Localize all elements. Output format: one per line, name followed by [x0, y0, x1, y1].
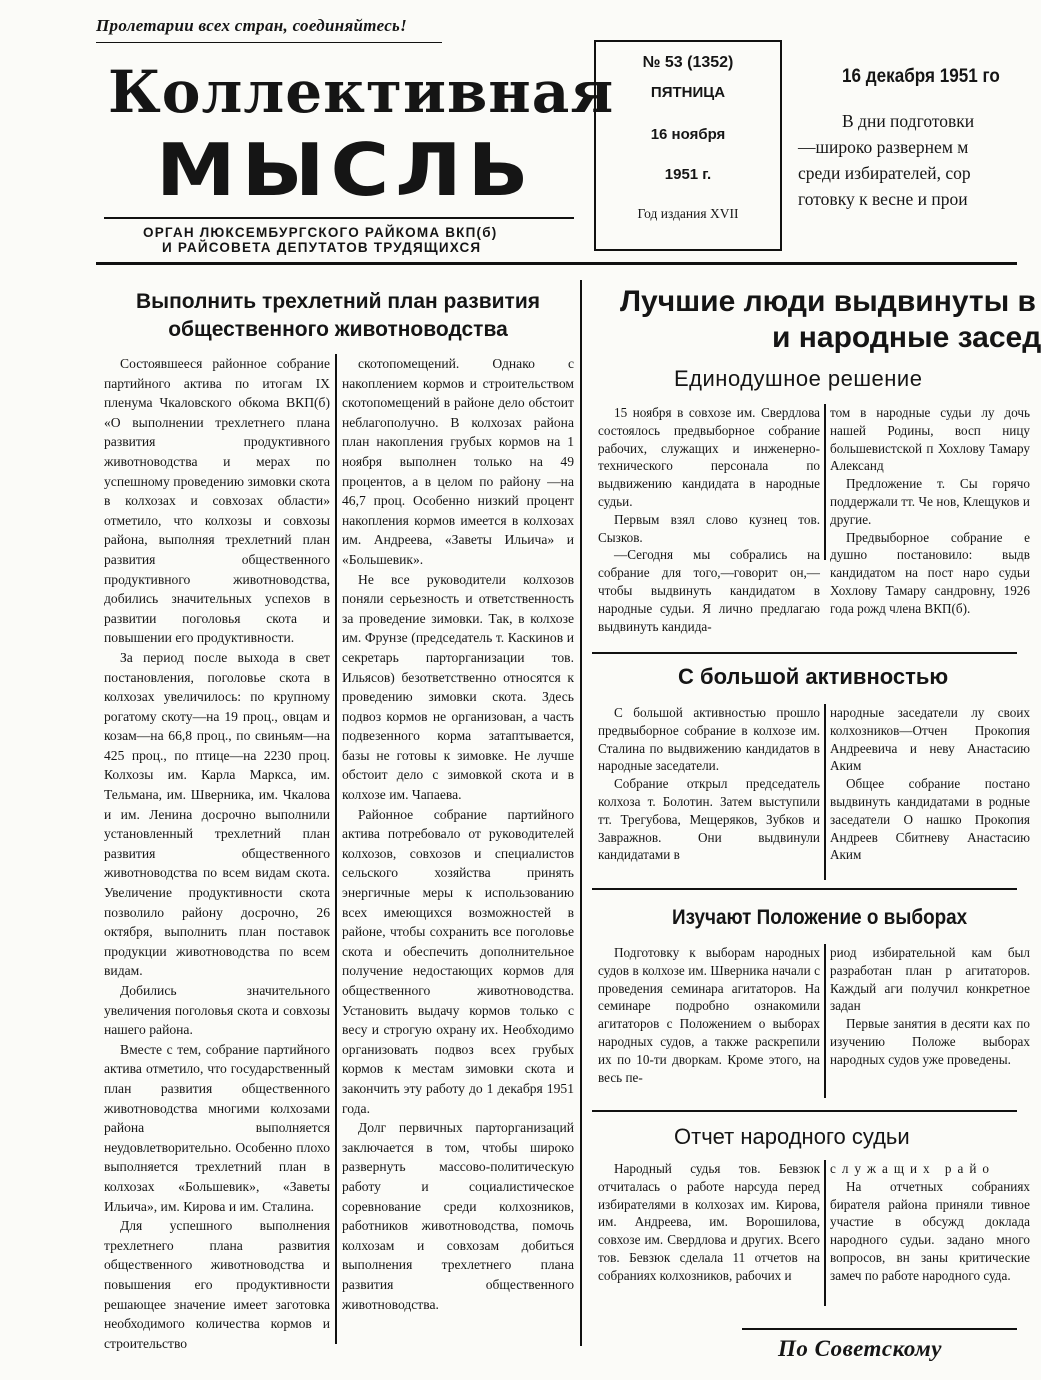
paragraph: За период после выхода в свет постановления, поголовье скота в колхозах увеличилось: по крупному рогатому скоту—на 19 проц., овцам и козам—на 66,8 проц., по свиньям—на 425 проц., по птице—на 2230 проц. Колхозы им. Карла Маркса, им. Тельмана, им. Шверника, им. Чкалова и им. Ленина досрочно выполнили установленный трехлетний план развития общественного животноводства по всем видам скота. Увеличение продуктивности скота позволило району досрочно, 26 октября, выполнить план поставок продукции животноводства по всем видам.: [104, 649, 330, 979]
banner-line: среди избирателей, сор: [798, 163, 971, 183]
article-headline-line: общественного животноводства: [168, 318, 508, 341]
slogan-underline: [96, 42, 442, 43]
article-headline: [100, 288, 576, 344]
section-column: [598, 704, 820, 884]
main-headline-line: и народные засед: [772, 321, 1041, 354]
paragraph: С большой активностью прошло предвыборное собрание в колхозе им. Сталина по выдвижению кандидатов в народные заседатели.: [598, 705, 820, 774]
paragraph: риод избирательной кам был разработан план р агитаторов. Каждый аги получил конкретное задан: [830, 945, 1030, 1014]
banner-text: [798, 108, 1017, 212]
section-column: [598, 944, 820, 1104]
paragraph: Вместе с тем, собрание партийного актива отметило, что государственный план развития общественного животноводства многими колхозами района выполняется неудовлетворительно. Особенно плохо выполняется трехлетний план в колхозах «Большевик», «Заветы Ильича», им. Кирова и им. Сталина.: [104, 1041, 330, 1214]
left-article: [100, 280, 576, 1351]
banner-line: готовку к весне и прои: [798, 189, 968, 209]
section-title: Отчет народного судьи: [674, 1124, 910, 1149]
organ-line-1: ОРГАН ЛЮКСЕМБУРГСКОГО РАЙКОМА ВКП(б): [143, 225, 498, 240]
section-rule: [592, 652, 1017, 654]
paragraph: —Сегодня мы собрались на собрание для того,—говорит он,—чтобы выдвинуть кандидатом в народные судьи. Я лично предлагаю выдвинуть кандида-: [598, 547, 820, 634]
paragraph: народные заседатели лу своих колхозников—Отчен Прокопия Андреевича и неву Анастасию Аким: [830, 705, 1030, 774]
banner-line: —широко развернем м: [798, 137, 969, 157]
section-column: [830, 404, 1030, 616]
column-divider: [824, 1160, 826, 1306]
section-title: Изучают Положение о выборах: [672, 906, 968, 929]
article-headline-line: Выполнить трехлетний план развития: [135, 290, 541, 313]
paragraph: Для успешного выполнения трехлетнего плана развития общественного животноводства и повышения его продуктивности решающее значение имеет заготовка необходимого количества кормов и строительство: [104, 1218, 330, 1351]
paragraph: Предложение т. Сы горячо поддержали тт. Че нов, Клещуков и другие.: [830, 476, 1030, 527]
main-headline-line: Лучшие люди выдвинуты в: [620, 285, 1036, 318]
organ-line-2: И РАЙСОВЕТА ДЕПУТАТОВ ТРУДЯЩИХСЯ: [162, 240, 482, 255]
column-divider: [824, 704, 826, 880]
masthead-bottom-rule: [96, 262, 1017, 265]
issue-info-box: [594, 40, 782, 251]
right-page: [592, 280, 1041, 1380]
paragraph: Подготовку к выборам народных судов в колхозе им. Шверника начали с проведения семинара агитаторов. На семинаре подробно ознакомили агитаторов с Положением о выборах народных судов, а также раскрепили их по 10-ти дворкам. Кроме этого, на весь пе-: [598, 945, 820, 1085]
masthead: [0, 0, 1017, 270]
paragraph: Районное собрание партийного актива потребовало от руководителей колхозов, совхозов и специалистов сельского хозяйства принять энергичные меры к использованию всех имеющихся возможностей в районе, чтобы сохранить все поголовье скота и обеспечить дополнительное получение недостающих кормов для общественного животноводства. Установить выдачу кормов только с весу и строгую охрану их. Необходимо организовать подвоз всех грубых кормов к местам зимовки скота и закончить эту работу до 1 декабря 1951 года.: [342, 806, 574, 1116]
column-divider: [824, 944, 826, 1098]
paragraph: Народный судья тов. Бевзюк отчиталась о работе нарсуда перед избирателями в колхозах им. Кирова, им. Андреева, им. Ворошилова, совхозе им. Свердлова и других. Всего тов. Бевзюк сделала 11 отчетов на собраниях колхозников, рабочих и: [598, 1161, 820, 1283]
section-title: Единодушное решение: [674, 366, 923, 391]
paragraph: Собрание открыл председатель колхоза т. Болотин. Затем выступили тт. Трегубова, Мещеряков, Зубков и Завражнов. Они выдвинули кандидатами в: [598, 776, 820, 863]
issue-weekday: ПЯТНИЦА: [650, 84, 726, 101]
column-divider: [824, 404, 826, 560]
newspaper-title-line1: Коллективная: [108, 58, 615, 126]
issue-number: № 53 (1352): [642, 54, 734, 71]
paragraph: Состоявшееся районное собрание партийного актива по итогам IX пленума Чкаловского обкома ВКП(б) «О выполнении трехлетнего плана развития продуктивного животноводства и мерах по успешному проведению зимовки скота в колхозах и совхозах области» отметило, что колхозы и совхозы района, выполняя трехлетний план развития общественного продуктивного животноводства, добились значительных успехов в развитии поголовья скота и повышении его продуктивности.: [104, 356, 330, 646]
article-column-2: [342, 354, 574, 1344]
section-rule: [592, 1110, 1017, 1112]
organ-top-rule: [104, 217, 574, 219]
paragraph: Первые занятия в десяти ках по изучению Положе выборах народных судов уже проведены.: [830, 1016, 1030, 1067]
slogan: Пролетарии всех стран, соединяйтесь!: [96, 16, 408, 35]
section-rule: [592, 888, 1017, 890]
newspaper-title-line2: МЫСЛЬ: [156, 128, 535, 213]
issue-date: 16 ноября: [650, 126, 726, 143]
section-column: [830, 704, 1030, 884]
paragraph: скотопомещений. Однако с накоплением кормов и строительством скотопомещений в районе дело обстоит неблагополучно. В колхозах района план накопления грубых кормов на 1 ноября выполнен только на 49 процентов, а в целом по району —на 46,7 проц. Особенно низкий процент накопления кормов имеется в колхозах им. Андреева, «Заветы Ильича» и «Большевик».: [342, 356, 574, 567]
banner-date: 16 декабря 1951 го: [842, 66, 1000, 87]
paragraph: Первым взял слово кузнец тов. Сызков.: [598, 511, 820, 545]
edition-year: Год издания XVII: [637, 206, 739, 221]
column-divider: [335, 354, 337, 1344]
section-title: С большой активностью: [678, 664, 949, 689]
paragraph: Не все руководители колхозов поняли серьезность и ответственность за проведение зимовки. Так, в колхозе им. Фрунзе (председатель т. Каскинов и секретарь парторганизации тов. Ильясов) безответственно относятся к проведению зимовки скота. Здесь подвоз кормов не организован, а часть подвезенного корма затаптывается, базы не готовы к зимовке. Не лучше обстоит дело с зимовкой скота и в колхозе им. Чапаева.: [342, 571, 574, 803]
section-column: [598, 404, 820, 634]
paragraph: служащих райо: [830, 1161, 996, 1176]
paragraph: Общее собрание постано выдвинуть кандидатами в родные заседатели О нашко Прокопия Андреев Сбитневу Анастасию Аким: [830, 776, 1030, 863]
paragraph: Долг первичных парторганизаций заключается в том, чтобы широко развернуть массово-политическую работу и социалистическое соревнование среди колхозников, работников животноводства, помочь колхозам и совхозам добиться выполнения трехлетнего плана развития общественного животноводства.: [342, 1120, 574, 1312]
banner-line: В дни подготовки: [842, 111, 975, 131]
paragraph: Добились значительного увеличения поголовья скота и совхозы нашего района.: [104, 983, 330, 1038]
section-column: [830, 944, 1030, 1104]
paragraph: Предвыборное собрание е душно постановило: выдв кандидатом на пост наро судьи Хохлову Тамару сандровну, 1926 года рожд члена ВКП(б).: [830, 529, 1030, 616]
paragraph: том в народные судьи лу дочь нашей Родины, восп ницу большевистской п Хохлову Тамару Александ: [830, 405, 1030, 474]
issue-year: 1951 г.: [664, 166, 712, 183]
section-column: [830, 1160, 1030, 1310]
paragraph: 15 ноября в совхозе им. Свердлова состоялось предвыборное собрание рабочих, служащих и инженерно-технического персонала по выдвижению кандидата в народные судьи.: [598, 405, 820, 509]
article-column-1: [104, 354, 330, 1351]
footer-heading: По Советскому: [778, 1336, 943, 1361]
footer-rule: [742, 1328, 1017, 1330]
paragraph: На отчетных собраниях бирателя района приняли тивное участие в обсужд доклада народного судьи. задано много вопросов, вн заны критические замеч по работе народного суда.: [830, 1178, 1030, 1283]
section-column: [598, 1160, 820, 1310]
page-column-divider: [580, 280, 582, 1346]
main-headline: [620, 284, 1040, 356]
